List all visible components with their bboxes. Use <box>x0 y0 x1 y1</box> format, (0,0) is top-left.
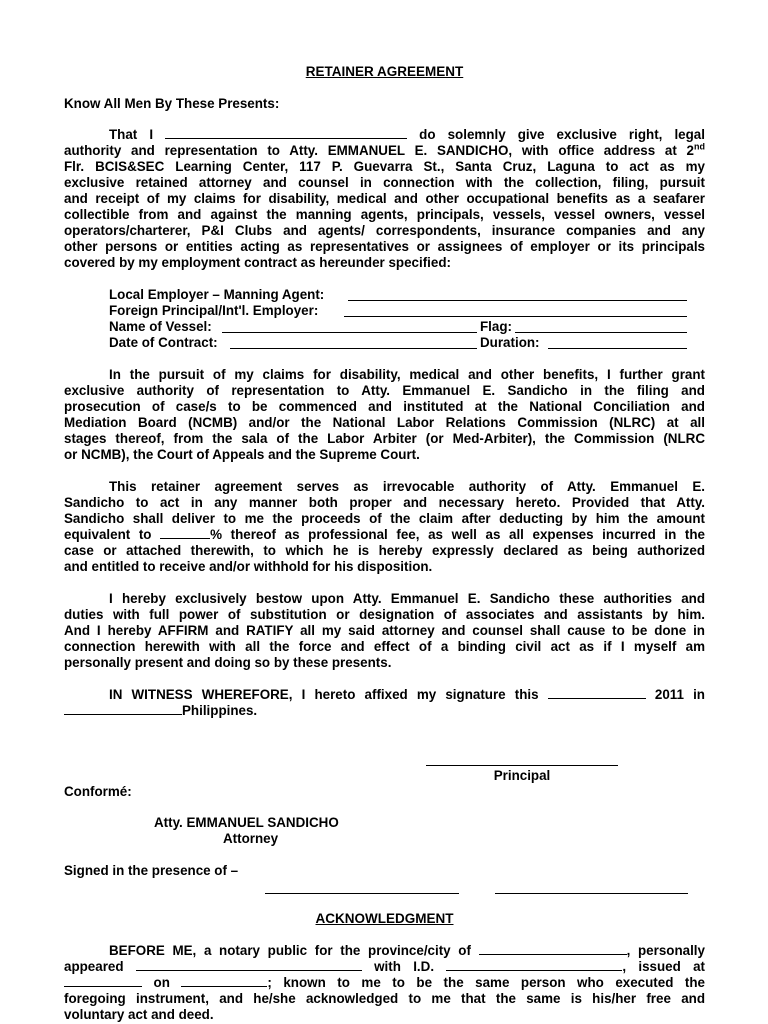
notary-province-blank[interactable] <box>479 943 627 955</box>
para1-line7: operators/charterer, P&I Clubs and agents/ correspondents, insurance companies and any <box>64 223 705 238</box>
vessel-blank[interactable] <box>222 332 477 333</box>
paragraph-representation <box>64 367 705 463</box>
principal-label: Principal <box>493 768 551 783</box>
para1-line2: authority and representation to Atty. EMMANUEL E. SANDICHO, with office address at 2nd <box>64 141 705 158</box>
principal-signature-line[interactable] <box>426 765 618 766</box>
signed-presence-label: Signed in the presence of – <box>64 863 239 878</box>
duration-blank[interactable] <box>548 348 687 349</box>
para2-line6: or NCMB), the Court of Appeals and the Supreme Court. <box>64 447 420 462</box>
foreign-principal-label: Foreign Principal/Int'l. Employer: <box>109 303 319 318</box>
para2-line2: exclusive authority of representation to Atty. Emmanuel E. Sandicho in the filing and <box>64 383 705 398</box>
para2-line1: In the pursuit of my claims for disability, medical and other benefits, I further grant <box>109 367 705 382</box>
para3-line3: Sandicho shall deliver to me the proceeds of the claim after deducting by him the amount <box>64 511 705 526</box>
witness-clause <box>64 687 705 719</box>
attorney-name: Atty. EMMANUEL SANDICHO <box>154 815 339 830</box>
para4-line4: connection herewith with all the force and effect of a binding civil act as if I myself am <box>64 639 705 654</box>
para2-line5: stages thereof, from the sala of the Labor Arbiter (or Med-Arbiter), the Commission (NLRC <box>64 431 705 446</box>
paragraph-bestow <box>64 591 705 671</box>
witness-line2: Philippines. <box>64 703 705 719</box>
paragraph-irrevocable <box>64 479 705 575</box>
para3-line2: Sandicho to act in any manner both proper and necessary hereto. Provided that Atty. <box>64 495 705 510</box>
document-page <box>64 0 705 1024</box>
contract-date-label: Date of Contract: <box>109 335 218 350</box>
witness-line1: IN WITNESS WHEREFORE, I hereto affixed my signature this 2011 in <box>109 687 705 702</box>
ack-line1: BEFORE ME, a notary public for the province/city of , personally <box>109 943 705 958</box>
flag-blank[interactable] <box>515 332 687 333</box>
acknowledgment-title: ACKNOWLEDGMENT <box>315 911 454 926</box>
contract-date-blank[interactable] <box>230 348 477 349</box>
document-title: RETAINER AGREEMENT <box>305 64 464 79</box>
para1-line1: That I do solemnly give exclusive right, legal <box>109 127 705 142</box>
duration-label: Duration: <box>480 335 540 350</box>
vessel-label: Name of Vessel: <box>109 319 212 334</box>
ack-line2: appeared with I.D. , issued at <box>64 959 705 974</box>
para3-line1: This retainer agreement serves as irrevocable authority of Atty. Emmanuel E. <box>109 479 705 494</box>
para4-line2: duties with full power of substitution or designation of associates and assistants by him. <box>64 607 705 622</box>
para1-line3: Flr. BCIS&SEC Learning Center, 117 P. Guevarra St., Santa Cruz, Laguna to act as my <box>64 159 705 174</box>
grantor-name-blank[interactable] <box>165 127 407 139</box>
id-issued-place-blank[interactable] <box>64 975 142 987</box>
para3-line6: and entitled to receive and/or withhold for his disposition. <box>64 559 433 574</box>
fee-percent-blank[interactable] <box>160 527 210 539</box>
ack-line4: foregoing instrument, and he/she acknowledged to me that the same is his/her free and <box>64 991 705 1006</box>
witness1-signature-line[interactable] <box>265 893 459 894</box>
conforme-label: Conformé: <box>64 784 132 799</box>
signature-date-blank[interactable] <box>548 687 646 699</box>
para2-line4: Mediation Board (NCMB) and/or the National Labor Relations Commission (NLRC) at all <box>64 415 705 430</box>
para2-line3: prosecution of case/s to be commenced and instituted at the National Conciliation and <box>64 399 705 414</box>
para1-line9: covered by my employment contract as hereunder specified: <box>64 255 451 270</box>
local-employer-label: Local Employer – Manning Agent: <box>109 287 325 302</box>
paragraph-grant <box>64 127 705 271</box>
para1-line5: and receipt of my claims for disability, medical and other occupational benefits as a seafarer <box>64 191 705 206</box>
para1-line8: other persons or entities acting as representatives or assignees of employer or its principals <box>64 239 705 254</box>
id-number-blank[interactable] <box>446 959 622 971</box>
opening-line: Know All Men By These Presents: <box>64 96 280 111</box>
para4-line5: personally present and doing so by these presents. <box>64 655 392 670</box>
para1-line6: collectible from and against the manning agents, principals, vessels, vessel owners, vessel <box>64 207 705 222</box>
para1-line4: exclusive retained attorney and counsel in connection with the collection, filing, pursuit <box>64 175 705 190</box>
para3-line4: equivalent to % thereof as professional fee, as well as all expenses incurred in the <box>64 527 705 542</box>
appeared-name-blank[interactable] <box>136 959 362 971</box>
local-employer-blank[interactable] <box>348 300 687 301</box>
ack-line5: voluntary act and deed. <box>64 1007 214 1022</box>
signature-place-blank[interactable] <box>64 703 182 715</box>
para3-line5: case or attached therewith, to which he is hereby expressly declared as being authorized <box>64 543 705 558</box>
para4-line1: I hereby exclusively bestow upon Atty. Emmanuel E. Sandicho these authorities and <box>109 591 705 606</box>
foreign-principal-blank[interactable] <box>344 316 687 317</box>
flag-label: Flag: <box>480 319 512 334</box>
ack-line3: on ; known to me to be the same person who executed the <box>64 975 705 991</box>
attorney-label: Attorney <box>223 831 279 846</box>
witness2-signature-line[interactable] <box>495 893 688 894</box>
id-issued-date-blank[interactable] <box>181 975 267 987</box>
para4-line3: And I hereby AFFIRM and RATIFY all my said attorney and counsel shall cause to be done in <box>64 623 705 638</box>
acknowledgment-body <box>64 943 705 1023</box>
